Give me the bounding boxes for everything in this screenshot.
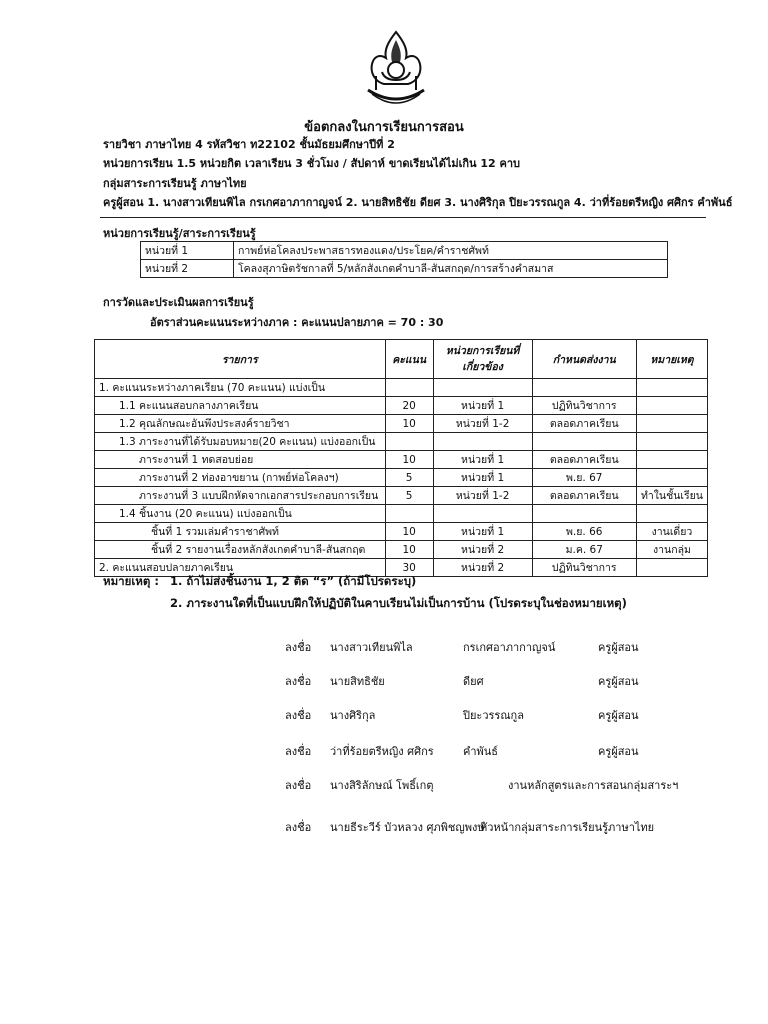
unit-cell: หน่วยที่ 1: [433, 397, 532, 415]
unit-cell: [433, 505, 532, 523]
remark-1: 1. ถ้าไม่ส่งชิ้นงาน 1, 2 ติด “ร” (ถ้ามีโปรดระบุ): [170, 574, 417, 588]
signatory-role: ครูผู้สอน: [598, 745, 639, 758]
due-cell: [532, 379, 636, 397]
note-cell: [636, 433, 707, 451]
header-unit: หน่วยการเรียนที่เกี่ยวข้อง: [433, 340, 532, 379]
signatory-name: ว่าที่ร้อยตรีหญิง ศศิกร: [330, 745, 434, 758]
table-row: [95, 541, 708, 559]
due-cell: ปฏิทินวิชาการ: [532, 397, 636, 415]
subject-line: รายวิชา ภาษาไทย 4 รหัสวิชา ท22102 ชั้นมัธยมศึกษาปีที่ 2: [103, 138, 395, 151]
item-cell: 1.4 ชิ้นงาน (20 คะแนน) แบ่งออกเป็น: [95, 505, 386, 523]
signature-label: ลงชื่อ: [285, 675, 312, 688]
signature-line: [0, 742, 768, 758]
teachers-line: ครูผู้สอน 1. นางสาวเทียนพิไล กรเกศอาภากาญจน์ 2. นายสิทธิชัย ดียศ 3. นางศิริกุล ปิยะวรรณกูล 4. ว่าที่ร้อยตรีหญิง ศศิกร คำพันธ์: [103, 196, 733, 209]
remark-2: 2. ภาระงานใดที่เป็นแบบฝึกให้ปฏิบัติในคาบเรียนไม่เป็นการบ้าน (โปรดระบุในช่องหมายเหตุ): [170, 596, 627, 610]
assessment-table: [94, 339, 708, 577]
table-row: [95, 523, 708, 541]
score-cell: 30: [385, 559, 433, 577]
units-table: [140, 241, 668, 278]
table-row: [95, 379, 708, 397]
note-cell: งานกลุ่ม: [636, 541, 707, 559]
signature-label: ลงชื่อ: [285, 779, 312, 792]
signatory-name: นางสาวเทียนพิไล: [330, 641, 413, 654]
signature-label: ลงชื่อ: [285, 641, 312, 654]
note-cell: [636, 415, 707, 433]
assessment-heading: การวัดและประเมินผลการเรียนรู้: [103, 296, 254, 309]
table-row: [95, 397, 708, 415]
due-cell: ตลอดภาคเรียน: [532, 451, 636, 469]
units-heading: หน่วยการเรียนรู้/สาระการเรียนรู้: [103, 227, 256, 240]
due-cell: ปฏิทินวิชาการ: [532, 559, 636, 577]
signatory-surname: กรเกศอาภากาญจน์: [463, 641, 556, 654]
learning-group-line: กลุ่มสาระการเรียนรู้ ภาษาไทย: [103, 177, 247, 190]
item-cell: 1.1 คะแนนสอบกลางภาคเรียน: [95, 397, 386, 415]
unit-cell: หน่วยที่ 2: [433, 559, 532, 577]
due-cell: [532, 505, 636, 523]
item-cell: ชิ้นที่ 2 รายงานเรื่องหลักสังเกตคำบาลี-สันสกฤต: [95, 541, 386, 559]
unit-content-cell: โคลงสุภาษิตรัชกาลที่ 5/หลักสังเกตคำบาลี-สันสกฤต/การสร้างคำสมาส: [234, 260, 668, 278]
score-cell: 10: [385, 415, 433, 433]
due-cell: ม.ค. 67: [532, 541, 636, 559]
school-emblem-icon: [354, 28, 438, 112]
document-title: ข้อตกลงในการเรียนการสอน: [304, 120, 464, 135]
unit-cell: [433, 433, 532, 451]
score-cell: [385, 379, 433, 397]
unit-cell: [433, 379, 532, 397]
unit-cell: หน่วยที่ 1: [433, 451, 532, 469]
unit-cell: หน่วยที่ 2: [433, 541, 532, 559]
note-cell: [636, 559, 707, 577]
item-cell: ชิ้นที่ 1 รวมเล่มคำราชาศัพท์: [95, 523, 386, 541]
score-cell: 10: [385, 541, 433, 559]
score-cell: 5: [385, 469, 433, 487]
signature-label: ลงชื่อ: [285, 745, 312, 758]
table-row: [141, 260, 668, 278]
unit-cell: หน่วยที่ 1-2: [433, 415, 532, 433]
score-cell: 10: [385, 523, 433, 541]
table-row: [95, 415, 708, 433]
table-row: [95, 505, 708, 523]
unit-cell: หน่วยที่ 1: [433, 523, 532, 541]
table-row: [95, 469, 708, 487]
ratio-line: อัตราส่วนคะแนนระหว่างภาค : คะแนนปลายภาค = 70 : 30: [150, 316, 444, 329]
table-row: [95, 487, 708, 505]
item-cell: 2. คะแนนสอบปลายภาคเรียน: [95, 559, 386, 577]
note-cell: [636, 469, 707, 487]
note-cell: ทำในชั้นเรียน: [636, 487, 707, 505]
signatory-role: ครูผู้สอน: [598, 675, 639, 688]
note-cell: [636, 505, 707, 523]
item-cell: ภาระงานที่ 3 แบบฝึกหัดจากเอกสารประกอบการเรียน: [95, 487, 386, 505]
signature-line: [0, 776, 768, 792]
unit-cell: หน่วยที่ 2: [141, 260, 234, 278]
note-cell: งานเดี่ยว: [636, 523, 707, 541]
header-score: คะแนน: [385, 340, 433, 379]
signatory-name: นางศิริกุล: [330, 709, 376, 722]
unit-content-cell: กาพย์ห่อโคลงประพาสธารทองแดง/ประโยค/คำราชศัพท์: [234, 242, 668, 260]
signatory-role: งานหลักสูตรและการสอนกลุ่มสาระฯ: [508, 779, 679, 792]
table-row: [95, 451, 708, 469]
score-cell: 5: [385, 487, 433, 505]
unit-cell: หน่วยที่ 1: [433, 469, 532, 487]
signatory-surname: คำพันธ์: [463, 745, 499, 758]
item-cell: ภาระงานที่ 1 ทดสอบย่อย: [95, 451, 386, 469]
divider: [100, 217, 706, 218]
header-note: หมายเหตุ: [636, 340, 707, 379]
signatory-surname: ปิยะวรรณกูล: [463, 709, 524, 722]
header-due: กำหนดส่งงาน: [532, 340, 636, 379]
score-cell: [385, 505, 433, 523]
signature-line: [0, 706, 768, 722]
due-cell: พ.ย. 66: [532, 523, 636, 541]
score-cell: [385, 433, 433, 451]
remarks-label: หมายเหตุ :: [103, 574, 159, 588]
signature-label: ลงชื่อ: [285, 709, 312, 722]
due-cell: ตลอดภาคเรียน: [532, 415, 636, 433]
header-item: รายการ: [95, 340, 386, 379]
table-row: [141, 242, 668, 260]
table-row: [95, 433, 708, 451]
item-cell: 1.3 ภาระงานที่ได้รับมอบหมาย(20 คะแนน) แบ่งออกเป็น: [95, 433, 386, 451]
signatory-role: ครูผู้สอน: [598, 709, 639, 722]
score-cell: 10: [385, 451, 433, 469]
signatory-surname: ดียศ: [463, 675, 484, 688]
due-cell: ตลอดภาคเรียน: [532, 487, 636, 505]
note-cell: [636, 451, 707, 469]
score-cell: 20: [385, 397, 433, 415]
due-cell: [532, 433, 636, 451]
credit-line: หน่วยการเรียน 1.5 หน่วยกิต เวลาเรียน 3 ชั่วโมง / สัปดาห์ ขาดเรียนได้ไม่เกิน 12 คาบ: [103, 157, 521, 170]
due-cell: พ.ย. 67: [532, 469, 636, 487]
signatory-role: ครูผู้สอน: [598, 641, 639, 654]
signature-line: [0, 818, 768, 834]
item-cell: ภาระงานที่ 2 ท่องอาขยาน (กาพย์ห่อโคลงฯ): [95, 469, 386, 487]
unit-cell: หน่วยที่ 1-2: [433, 487, 532, 505]
signatory-name: นางสิริลักษณ์ โพธิ์เกตุ: [330, 779, 434, 792]
unit-cell: หน่วยที่ 1: [141, 242, 234, 260]
table-header-row: [95, 340, 708, 379]
note-cell: [636, 379, 707, 397]
signature-label: ลงชื่อ: [285, 821, 312, 834]
signatory-name: นายสิทธิชัย: [330, 675, 385, 688]
note-cell: [636, 397, 707, 415]
signature-line: [0, 672, 768, 688]
signature-line: [0, 638, 768, 654]
signatory-role: หัวหน้ากลุ่มสาระการเรียนรู้ภาษาไทย: [480, 821, 655, 834]
signatory-name: นายธีระวีร์ บัวหลวง ศุภพิชญพงษ์: [330, 821, 485, 834]
item-cell: 1.2 คุณลักษณะอันพึงประสงค์รายวิชา: [95, 415, 386, 433]
item-cell: 1. คะแนนระหว่างภาคเรียน (70 คะแนน) แบ่งเป็น: [95, 379, 386, 397]
